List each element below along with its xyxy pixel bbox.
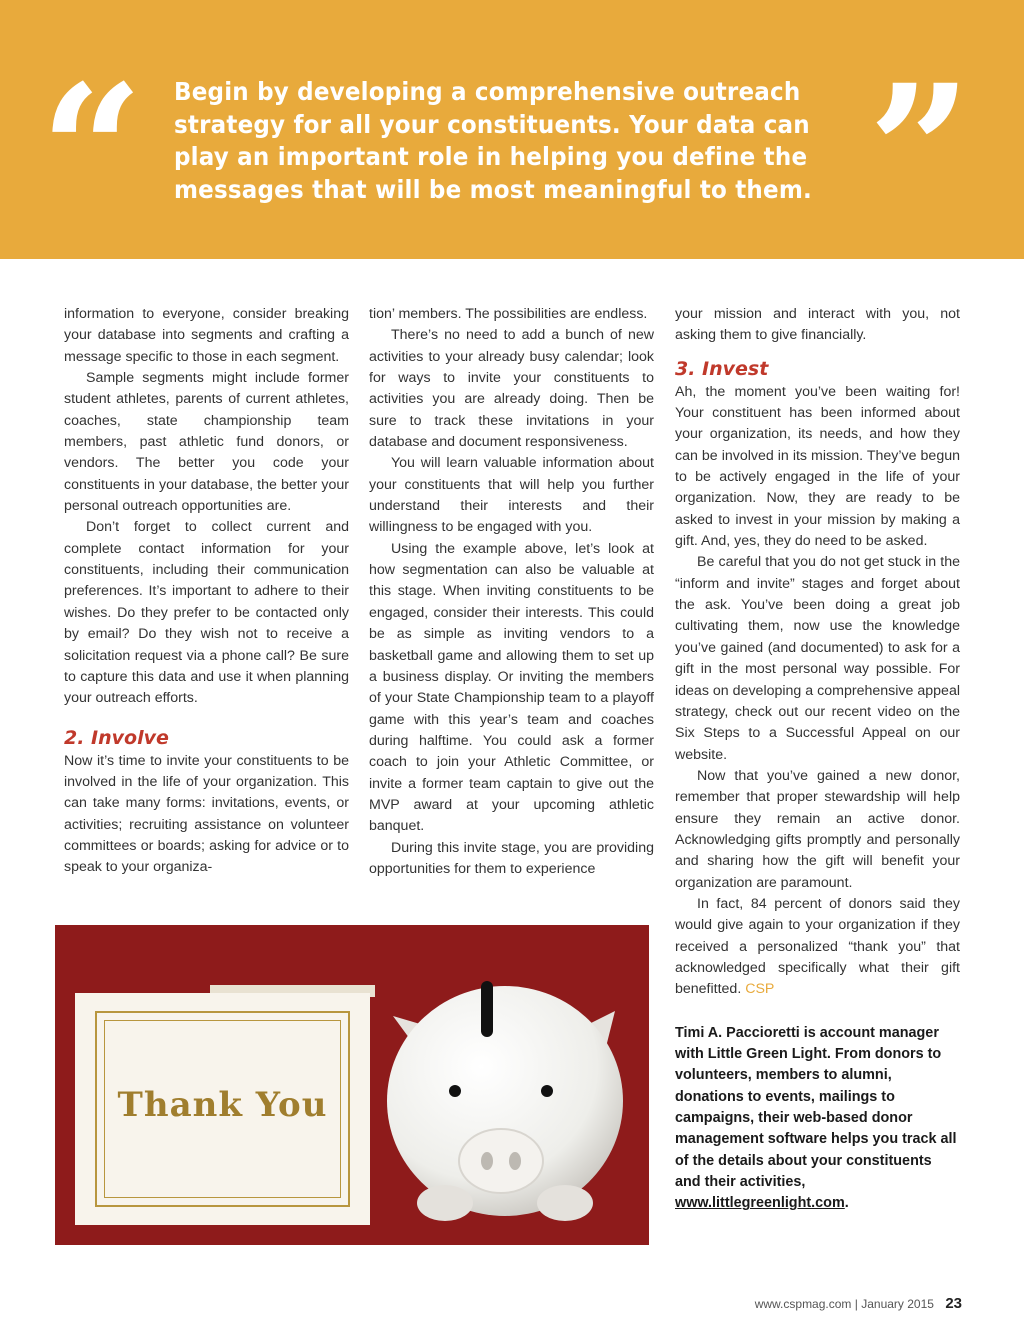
bio-period: . <box>844 1195 849 1212</box>
paragraph: tion’ members. The possibilities are endless. <box>369 306 648 322</box>
column-middle <box>369 304 654 880</box>
thank-you-card <box>75 993 370 1225</box>
column-right <box>675 304 960 1215</box>
section-heading-invest: 3. Invest <box>675 357 769 380</box>
paragraph: You will learn valuable information about your constituents that will help you further understand their interests and their willingness to be engaged with you. <box>369 455 654 536</box>
paragraph: your mission and interact with you, not asking them to give financially. <box>675 306 960 344</box>
pull-quote-banner <box>0 0 1024 259</box>
paragraph: Now it’s time to invite your constituents to be involved in the life of your organization. This can take many forms: invitations, events, or activities; recruiting assistance on volunteer committees or boards; asking for advice or to speak to your organiza- <box>64 752 349 876</box>
page-number: 23 <box>945 1295 962 1312</box>
thank-you-photo <box>55 925 649 1245</box>
piggy-bank-icon <box>375 941 635 1231</box>
paragraph <box>675 894 960 1001</box>
author-bio <box>675 1023 960 1215</box>
close-quote-mark: ” <box>868 46 972 257</box>
pull-quote-text: Begin by developing a comprehensive outreach strategy for all your constituents. Your data can play an important role in helping you define the messages that will be most meaningful to them. <box>174 77 812 205</box>
paragraph: Ah, the moment you’ve been waiting for! Your constituent has been informed about your organization, its needs, and how they can be involved in its mission. They’ve begun to be actively engaged in the life of your organization. Now, they are ready to be asked to invest in your mission by making a gift. And, yes, they do need to be asked. <box>675 383 960 550</box>
open-quote-mark: “ <box>40 46 144 257</box>
author-website-link[interactable]: www.littlegreenlight.com <box>675 1195 845 1212</box>
paragraph: Sample segments might include former student athletes, parents of current athletes, coaches, state championship team members, past athletic fund donors, or vendors. The better you code your constituents in your database, the better your personal outreach opportunities are. <box>64 370 349 515</box>
footer-separator: | <box>854 1297 858 1311</box>
paragraph: Now that you’ve gained a new donor, remember that proper stewardship will help ensure they remain an active donor. Acknowledging gifts promptly and personally and sharing how the gift will benefit your organization are paramount. <box>675 767 960 891</box>
paragraph: There’s no need to add a bunch of new activities to your already busy calendar; look for ways to invite your constituents to activities you are already doing. Then be sure to track these invitations in your database and document responsiveness. <box>369 327 654 451</box>
section-heading-involve: 2. Involve <box>64 726 169 749</box>
end-mark: CSP <box>745 981 775 998</box>
footer-site: www.cspmag.com <box>754 1297 852 1311</box>
page-footer <box>600 1294 962 1314</box>
card-text: Thank You <box>117 1085 328 1125</box>
paragraph: information to everyone, consider breaking your database into segments and crafting a message specific to those in each segment. <box>64 306 349 365</box>
paragraph: Be careful that you do not get stuck in the “inform and invite” stages and forget about the ask. You’ve been doing a great job cultivating them, now use the knowledge you’ve gained (and documented) to ask for a gift in the most personal way possible. For ideas on developing a comprehensive appeal strategy, check out our recent video on the Six Steps to a Successful Appeal on our website. <box>675 554 960 763</box>
bio-text: Timi A. Paccioretti is account manager with Little Green Light. From donors to volunteers, members to alumni, donations to events, mailings to campaigns, their web-based donor management software helps you track all of the details about your constituents and their activities, <box>675 1024 957 1191</box>
footer-date: January 2015 <box>861 1297 934 1311</box>
paragraph: During this invite stage, you are providing opportunities for them to experience <box>369 839 654 877</box>
paragraph-text: In fact, 84 percent of donors said they would give again to your organization if they received a personalized “thank you” that acknowledged specifically what their gift benefitted. <box>675 895 960 998</box>
paragraph: Using the example above, let’s look at how segmentation can also be valuable at this stage. When inviting constituents to be engaged, consider their interests. This could be as simple as inviting vendors to a basketball game and allowing them to set up a business display. Or inviting the members of your State Championship team to a playoff game with this year’s team and coaches during halftime. You could ask a former coach to join your Athletic Committee, or invite a former team captain to give out the MVP award at your upcoming athletic banquet. <box>369 540 654 835</box>
column-left <box>64 304 349 879</box>
paragraph: Don’t forget to collect current and complete contact information for your constituents, including their communication preferences. It’s important to adhere to their wishes. Do they prefer to be contacted only by email? Do they wish not to receive a solicitation request via a phone call? Be sure to capture this data and use it when planning your outreach efforts. <box>64 519 349 707</box>
